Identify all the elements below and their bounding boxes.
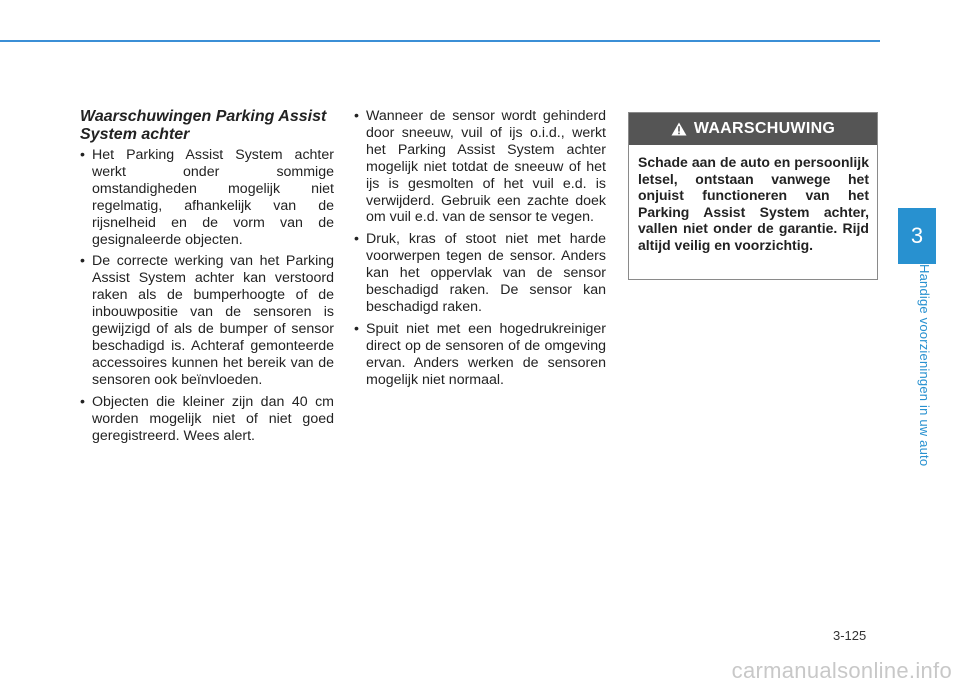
warning-header [629,113,877,145]
middle-column [354,108,606,394]
page-number: 3-125 [833,628,867,643]
middle-bullet-list [354,108,606,389]
list-item: • De correcte werking van het Parking Assist System achter kan verstoord raken als de bumperhoogte of de inbouwpositie van de sensoren is gewijzigd of als de bumper of sensor beschadigd is. Achteraf gemonteerde accessoires kunnen het bereik van de sensoren ook beïnvloeden. [80,253,334,388]
warning-title: WAARSCHUWING [693,120,836,137]
header-rule [0,40,880,42]
list-item: • Wanneer de sensor wordt gehinderd door sneeuw, vuil of ijs o.i.d., werkt het Parking Assist System achter mogelijk niet totdat de sneeuw of het ijs is gesmolten of het vuil e.d. is verwijderd. Gebruik een zachte doek om vuil e.d. van de sensor te vegen. [354,108,606,226]
list-item: • Objecten die kleiner zijn dan 40 cm worden mogelijk niet of niet goed geregistreerd. Wees alert. [80,394,334,445]
warning-triangle-icon [671,122,687,136]
section-heading: Waarschuwingen Parking Assist System achter [80,108,327,143]
chapter-number: 3 [910,223,924,248]
warning-text: Schade aan de auto en persoonlijk letsel, ontstaan vanwege het onjuist functioneren van het Parking Assist System achter, vallen niet onder de garantie. Rijd altijd veilig en voorzichtig. [638,154,869,253]
list-item: • Het Parking Assist System achter werkt onder sommige omstandigheden mogelijk niet regelmatig, afhankelijk van de rijsnelheid en de vorm van de gesignaleerde objecten. [80,147,334,248]
watermark: carmanualsonline.info [731,658,952,683]
warning-box [628,112,878,280]
list-item: • Druk, kras of stoot niet met harde voorwerpen tegen de sensor. Anders kan het oppervlak van de sensor beschadigd raken. De sensor kan beschadigd raken. [354,231,606,316]
chapter-tab [898,208,936,264]
left-column [80,108,334,449]
left-bullet-list [80,147,334,444]
list-item: • Spuit niet met een hogedrukreiniger direct op de sensoren of de omgeving ervan. Anders werken de sensoren mogelijk niet normaal. [354,321,606,389]
chapter-title: Handige voorzieningen in uw auto [917,264,932,467]
